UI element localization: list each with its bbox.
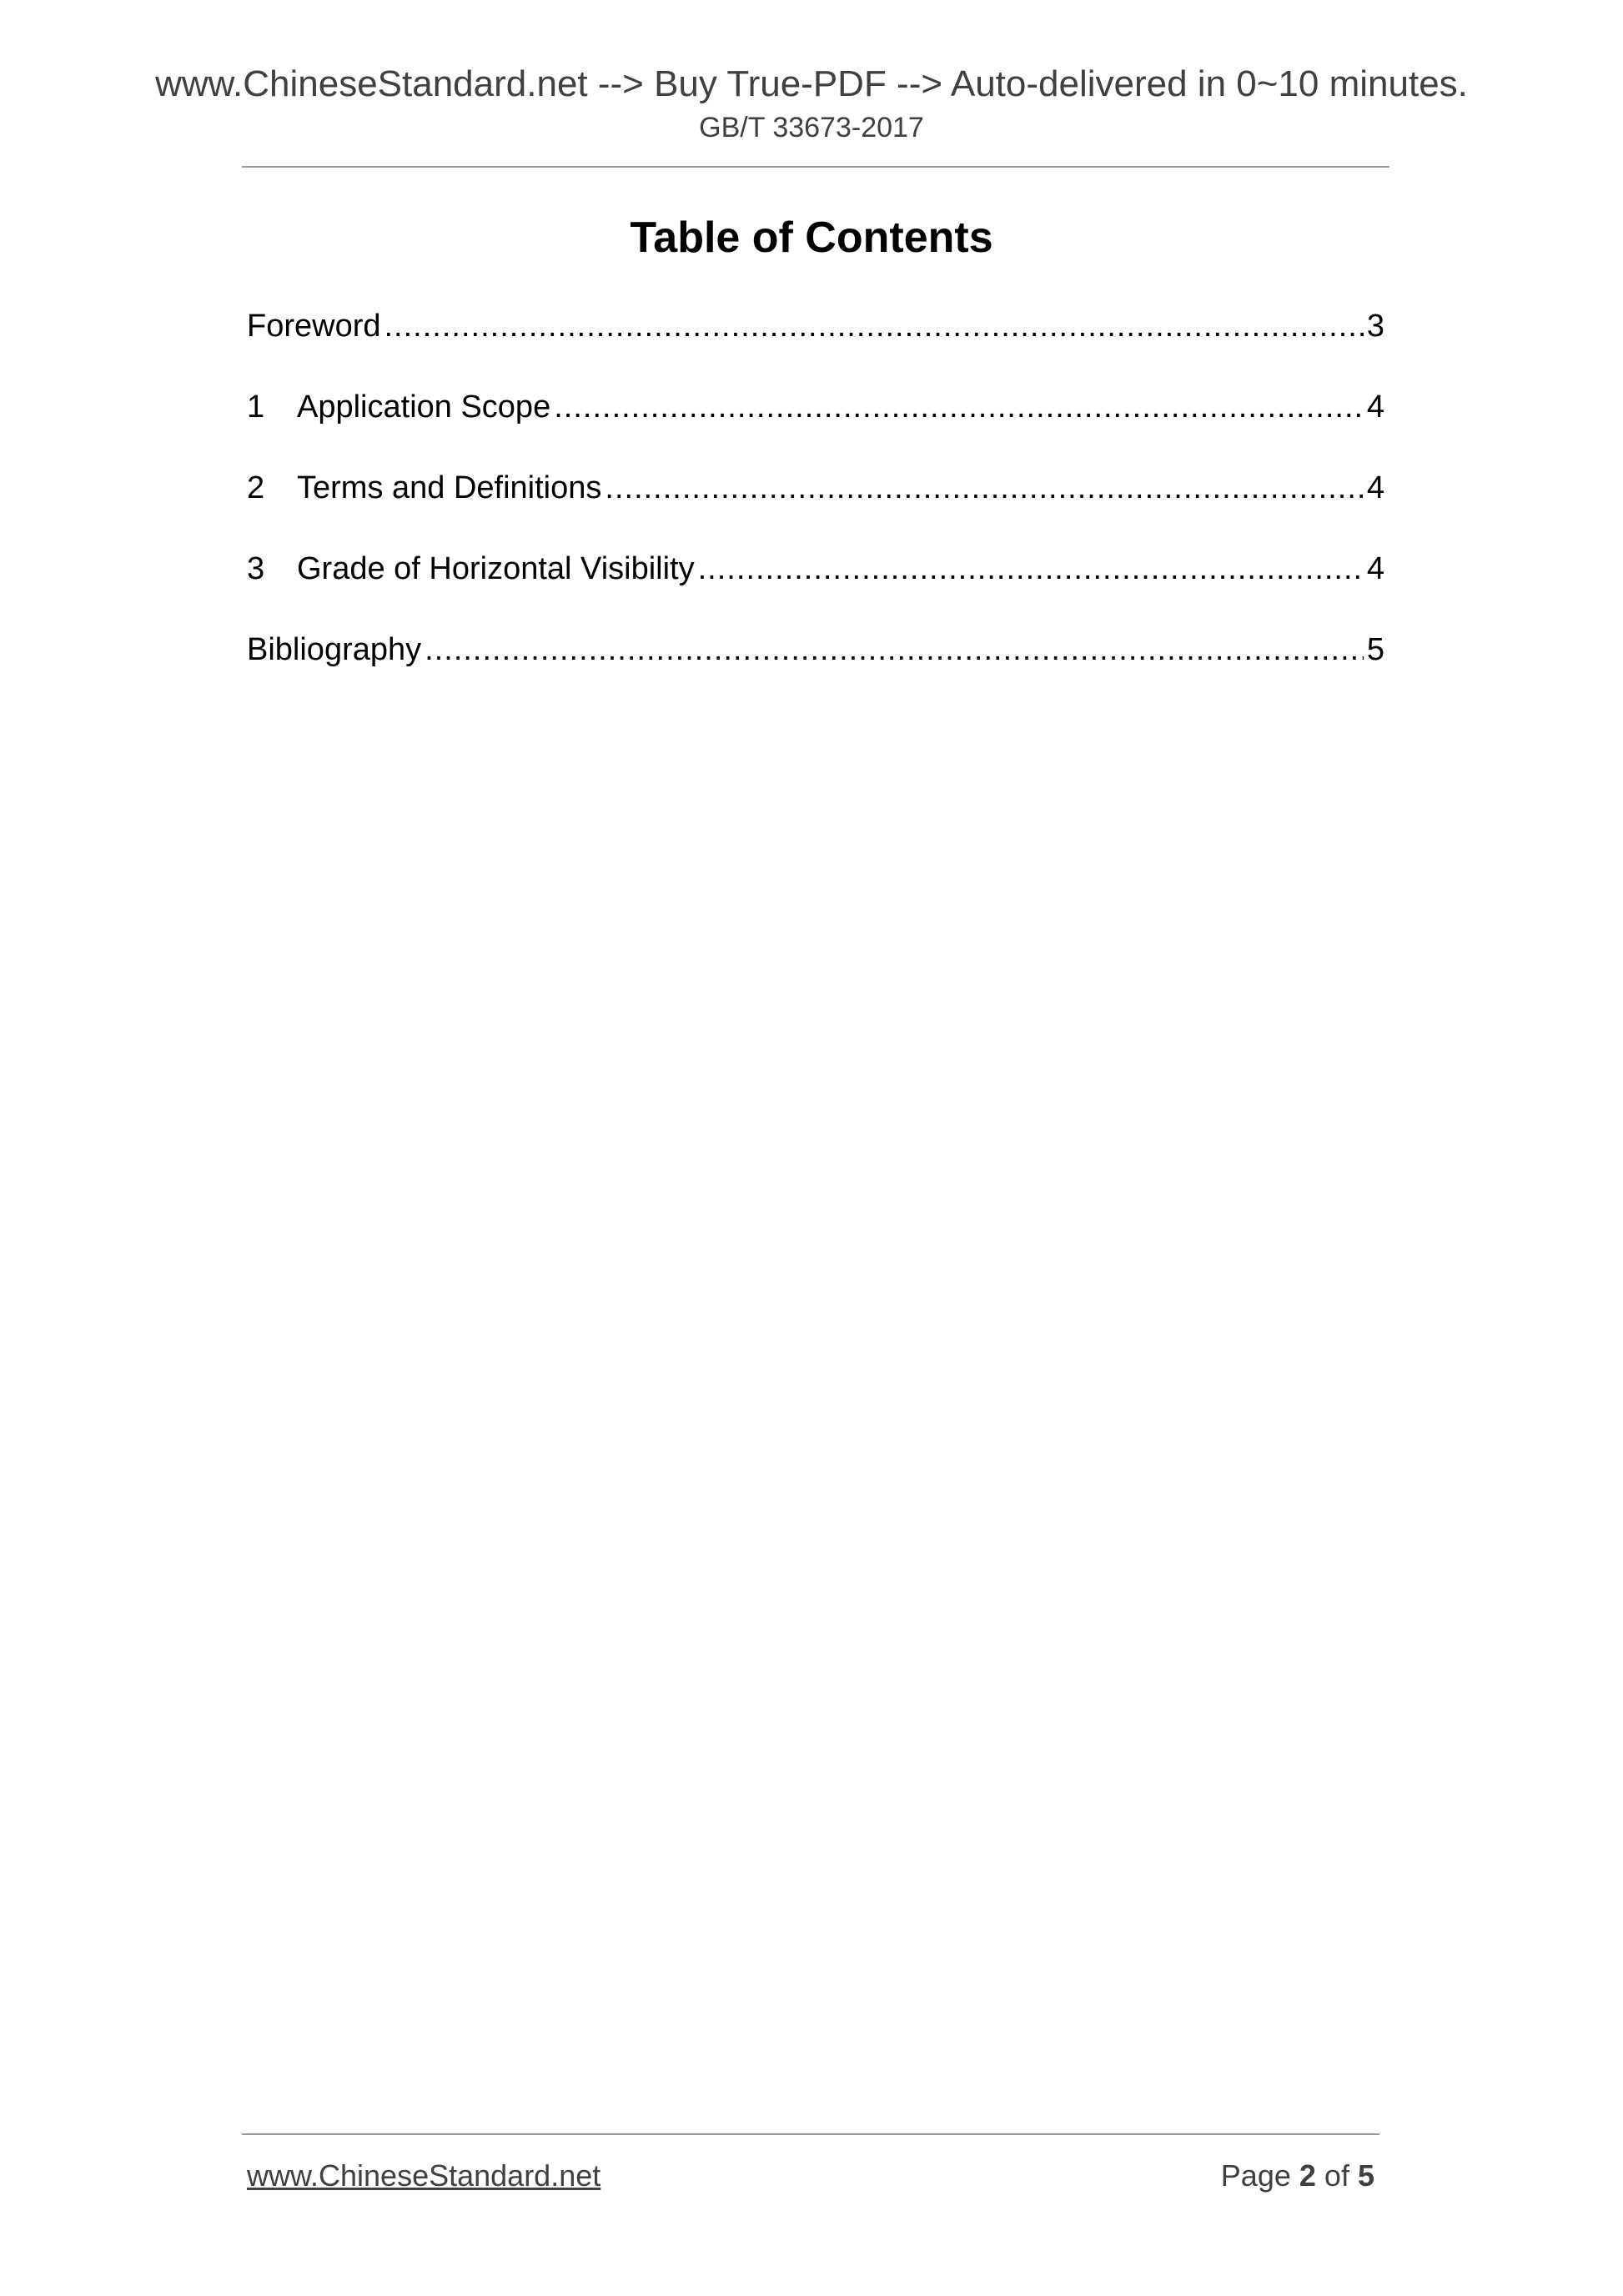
page-prefix: Page [1220, 2158, 1291, 2193]
total-page-count: 5 [1357, 2158, 1374, 2193]
toc-entry-label: Bibliography [247, 632, 422, 667]
page-of: of [1324, 2158, 1349, 2193]
toc-dot-leader [605, 470, 1363, 506]
toc-dot-leader [698, 551, 1364, 587]
toc-entry-page: 5 [1366, 632, 1384, 667]
table-of-contents [247, 309, 1384, 713]
toc-entry-page: 4 [1366, 551, 1384, 586]
toc-entry-page: 3 [1366, 309, 1384, 344]
toc-entry-page: 4 [1366, 470, 1384, 505]
toc-entry-grade-of-horizontal-visibility[interactable] [247, 551, 1384, 632]
toc-entry-page: 4 [1366, 389, 1384, 425]
toc-dot-leader [384, 309, 1364, 344]
toc-entry-label: Grade of Horizontal Visibility [297, 551, 695, 586]
page-indicator [1221, 2158, 1374, 2193]
toc-entry-number: 3 [247, 551, 265, 586]
toc-title: Table of Contents [630, 214, 993, 262]
header-divider [242, 166, 1389, 168]
toc-entry-label: Foreword [247, 309, 381, 344]
header-banner[interactable]: www.ChineseStandard.net --> Buy True-PDF --> Auto-delivered in 0~10 minutes. [155, 63, 1468, 104]
footer-divider [242, 2133, 1379, 2135]
toc-entry-bibliography[interactable] [247, 632, 1384, 713]
toc-entry-terms-and-definitions[interactable] [247, 470, 1384, 551]
toc-entry-application-scope[interactable] [247, 389, 1384, 470]
current-page-number: 2 [1299, 2158, 1316, 2193]
toc-entry-label: Application Scope [297, 389, 551, 425]
standard-code: GB/T 33673-2017 [699, 112, 924, 143]
toc-entry-foreword[interactable] [247, 309, 1384, 389]
footer-website-link[interactable]: www.ChineseStandard.net [247, 2158, 601, 2193]
toc-dot-leader [554, 389, 1364, 425]
toc-entry-number: 2 [247, 470, 265, 505]
toc-entry-number: 1 [247, 389, 265, 425]
toc-entry-label: Terms and Definitions [297, 470, 602, 505]
toc-dot-leader [425, 632, 1364, 668]
